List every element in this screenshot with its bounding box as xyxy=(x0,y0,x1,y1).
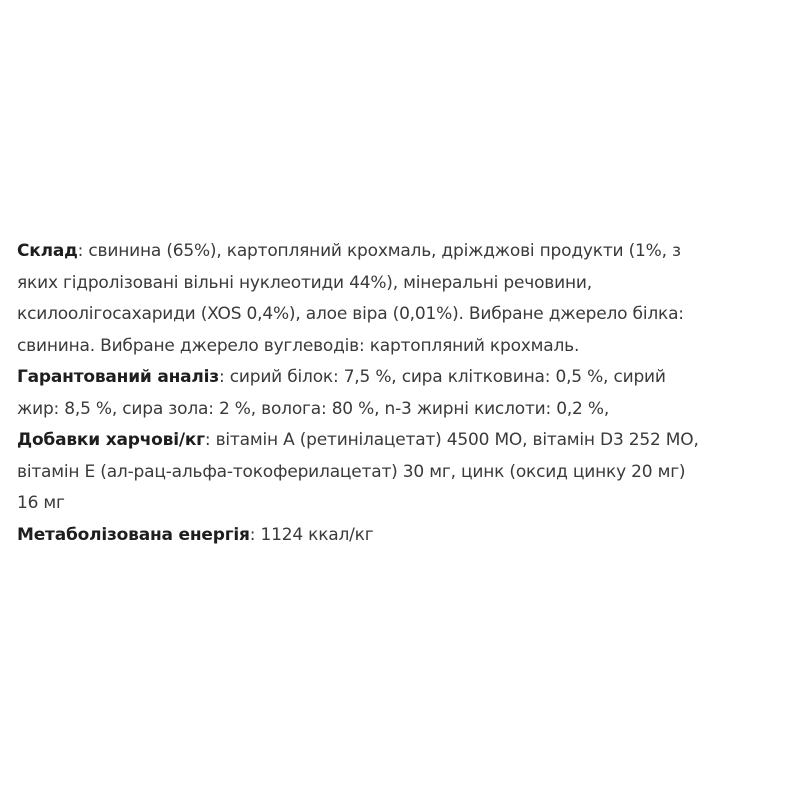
energy-value: : 1124 ккал/кг xyxy=(249,524,374,545)
composition-line-3: ксилоолігосахариди (XOS 0,4%), алое віра (0,01%). Вибране джерело білка: xyxy=(17,304,684,324)
additives-line-1 xyxy=(17,425,792,457)
analysis-label: Гарантований аналіз xyxy=(17,367,219,387)
energy-label: Метаболізована енергія xyxy=(17,524,250,545)
composition-line-1 xyxy=(17,236,792,268)
additives-text: : вітамін A (ретинілацетат) 4500 МО, вітамін D3 252 МО, xyxy=(204,430,699,450)
composition-line-2: яких гідролізовані вільні нуклеотиди 44%), мінеральні речовини, xyxy=(17,272,592,293)
analysis-line-1 xyxy=(17,362,792,394)
composition-label: Склад xyxy=(17,241,78,261)
energy-line xyxy=(17,520,792,552)
analysis-line-2: жир: 8,5 %, сира зола: 2 %, волога: 80 %, n-3 жирні кислоти: 0,2 %, xyxy=(17,398,610,419)
additives-line-2: вітамін E (ал-рац-альфа-токоферилацетат) 30 мг, цинк (оксид цинку 20 мг) xyxy=(17,461,686,482)
product-composition-text xyxy=(17,236,792,551)
composition-line-4: свинина. Вибране джерело вуглеводів: картопляний крохмаль. xyxy=(17,335,580,356)
composition-text: : свинина (65%), картопляний крохмаль, дріжджові продукти (1%, з xyxy=(77,241,681,261)
additives-line-3: 16 мг xyxy=(17,493,65,513)
analysis-text: : сирий білок: 7,5 %, сира клітковина: 0,5 %, сирий xyxy=(219,367,666,387)
additives-label: Добавки харчові/кг xyxy=(17,430,205,450)
